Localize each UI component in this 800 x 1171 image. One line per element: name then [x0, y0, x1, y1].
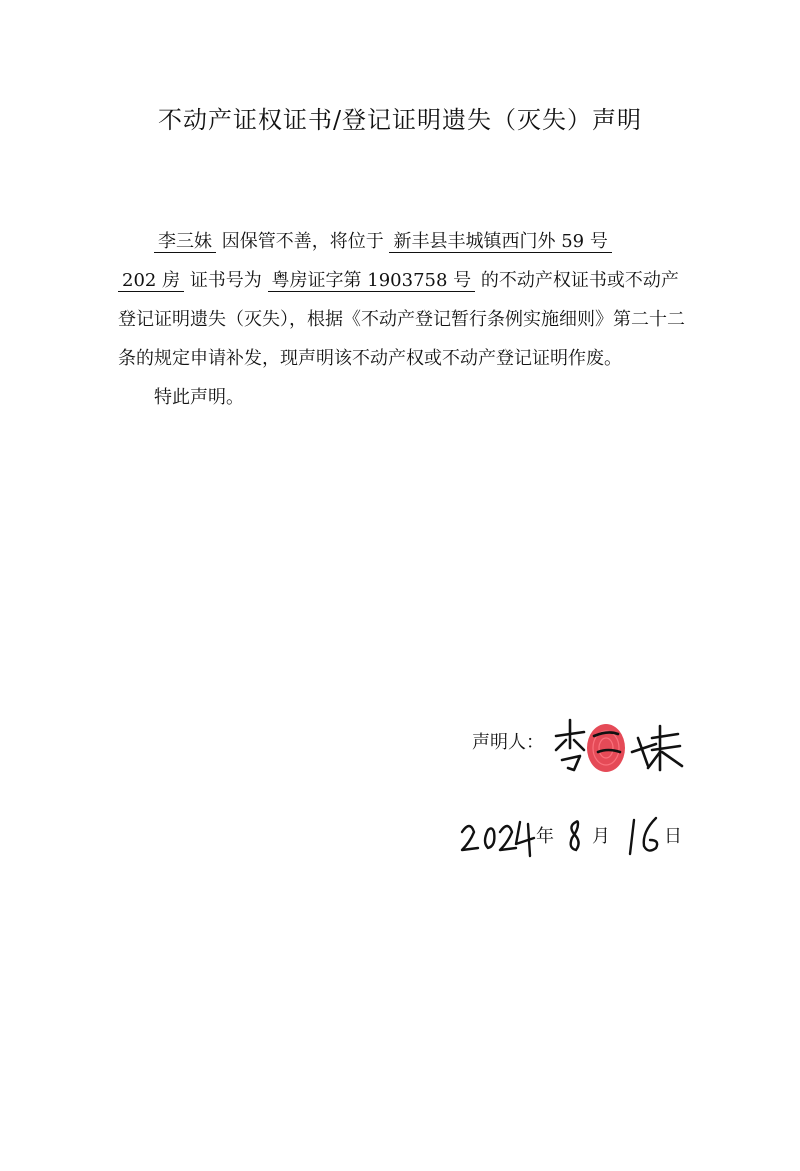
- text-segment-3: 的不动产权证书或不动产登记证明遗失（灭失），根据《不动产登记暂行条例实施细则》第二十二条的规定申请补发，现声明该不动产权或不动产登记证明作废。: [118, 270, 685, 369]
- owner-name: 李三妹: [154, 231, 216, 253]
- handwritten-year: [458, 812, 538, 858]
- signature-with-fingerprint: [548, 708, 698, 788]
- declarant-label: 声明人：: [472, 732, 544, 753]
- text-segment-2: 证书号为: [189, 270, 262, 291]
- handwritten-day: [624, 812, 668, 858]
- month-unit: 月: [592, 826, 610, 847]
- day-unit: 日: [664, 826, 682, 847]
- property-address: 新丰县丰城镇西门外 59 号: [389, 231, 611, 253]
- text-segment-1: 因保管不善，将位于: [221, 231, 384, 252]
- closing-line: 特此声明。: [154, 387, 244, 408]
- document-title: 不动产证权证书/登记证明遗失（灭失）声明: [157, 106, 643, 134]
- handwritten-month: [564, 812, 588, 858]
- certificate-number: 粤房证字第 1903758 号: [268, 270, 476, 292]
- statement-body: [118, 222, 688, 417]
- handwritten-date: [458, 812, 718, 862]
- year-unit: 年: [536, 826, 554, 847]
- statement-paragraph: [118, 222, 688, 378]
- property-room: 202 房: [118, 270, 184, 292]
